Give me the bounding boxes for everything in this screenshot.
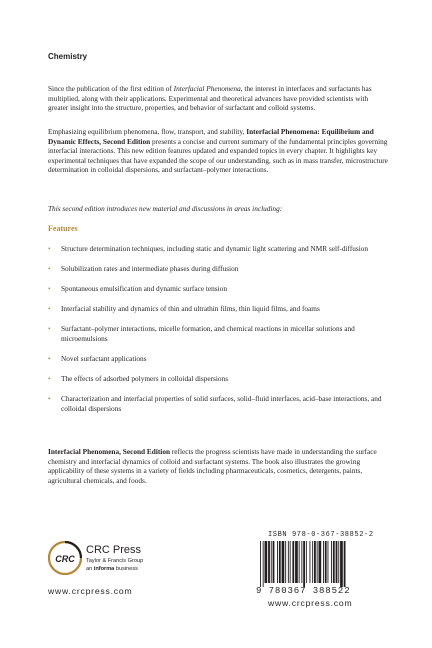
bullet-icon: • bbox=[48, 394, 51, 404]
barcode-bar bbox=[299, 541, 300, 583]
crc-press-logo-icon bbox=[48, 541, 82, 575]
barcode-bar bbox=[260, 541, 261, 587]
barcode-bar bbox=[301, 541, 302, 583]
barcode-bar bbox=[265, 541, 268, 583]
barcode-bar bbox=[279, 541, 281, 583]
intro-paragraph-2: Emphasizing equilibrium phenomena, flow, transport, and stability, Interfacial Phenomena: Equilibrium and Dynamic Effects, Second Edition presents a concise and current summary of the fundamental principles governing interfacial interactions. This new edition features updated and expanded topics in every chapter. It highlights key experimental techniques that have expanded the scope of our understanding, such as in mass transfer, microstructure determination in colloidal dispersions, and surfactant–polymer interactions. bbox=[48, 127, 388, 175]
publisher-business: an informa business bbox=[86, 566, 138, 572]
barcode-icon bbox=[256, 541, 386, 587]
barcode-bar bbox=[333, 541, 335, 583]
bullet-icon: • bbox=[48, 374, 51, 384]
barcode-bar bbox=[271, 541, 272, 583]
barcode-bar bbox=[268, 541, 270, 583]
barcode-bar bbox=[285, 541, 286, 583]
barcode-url[interactable]: www.crcpress.com bbox=[268, 598, 353, 608]
features-heading: Features bbox=[48, 224, 78, 233]
barcode-bar bbox=[328, 541, 329, 583]
barcode-bar bbox=[340, 541, 343, 587]
barcode-bar bbox=[273, 541, 275, 583]
logo-text: CRC bbox=[55, 554, 75, 564]
barcode-bar bbox=[290, 541, 291, 583]
intro-paragraph-1: Since the publication of the first edition of Interfacial Phenomena, the interest in interfaces and surfactants has multiplied, along with their applications. Experimental and theoretical advances have provided scientists with greater insight into the structure, properties, and behavior of surfactant and colloid systems. bbox=[48, 84, 372, 113]
category-label: Chemistry bbox=[48, 52, 88, 61]
barcode-bar bbox=[282, 541, 285, 583]
barcode-digits: 9 780367 388522 bbox=[256, 586, 351, 596]
bullet-icon: • bbox=[48, 264, 51, 274]
feature-item: • Surfactant–polymer interactions, micelle formation, and chemical reactions in micellar solutions and microemulsions bbox=[48, 324, 355, 343]
barcode-bar bbox=[338, 541, 339, 583]
features-list bbox=[48, 244, 388, 424]
closing-paragraph: Interfacial Phenomena, Second Edition reflects the progress scientists have made in understanding the surface chemistry and interfacial dynamics of colloid and surfactant systems. The book also illustrates the growing applicability of these systems in a variety of fields including pharmaceuticals, cosmetics, detergents, paints, agricultural chemicals, and foods. bbox=[48, 447, 377, 485]
bullet-icon: • bbox=[48, 354, 51, 364]
publisher-name: CRC Press bbox=[86, 544, 142, 556]
intro-paragraph-3: This second edition introduces new material and discussions in areas including: bbox=[48, 204, 283, 213]
barcode-bar bbox=[325, 541, 327, 583]
barcode-bar bbox=[314, 541, 316, 583]
barcode-bar bbox=[319, 541, 322, 583]
feature-item: • The effects of adsorbed polymers in colloidal dispersions bbox=[48, 374, 229, 384]
barcode-bar bbox=[310, 541, 311, 583]
feature-item: • Interfacial stability and dynamics of thin and ultrathin films, thin liquid films, and foams bbox=[48, 304, 320, 314]
feature-item: • Solubilization rates and intermediate phases during diffusion bbox=[48, 264, 239, 274]
barcode-bar bbox=[288, 541, 289, 583]
barcode-bar bbox=[303, 541, 305, 587]
feature-item: • Spontaneous emulsification and dynamic surface tension bbox=[48, 284, 227, 294]
barcode-bar bbox=[323, 541, 324, 583]
bullet-icon: • bbox=[48, 284, 51, 294]
bullet-icon: • bbox=[48, 324, 51, 334]
barcode-bar bbox=[331, 541, 332, 583]
publisher-url[interactable]: www.crcpress.com bbox=[48, 586, 133, 596]
barcode-bar bbox=[277, 541, 278, 583]
bullet-icon: • bbox=[48, 304, 51, 314]
feature-item: • Characterization and interfacial properties of solid surfaces, solid–fluid interfaces, acid–base interactions, and colloidal dispersions bbox=[48, 394, 382, 413]
feature-item: • Structure determination techniques, including static and dynamic light scattering and NMR self-diffusion bbox=[48, 244, 369, 253]
isbn-label: ISBN 978-0-367-38852-2 bbox=[268, 531, 374, 539]
barcode-bar bbox=[306, 541, 307, 583]
barcode-bar bbox=[295, 541, 298, 583]
barcode-bar bbox=[292, 541, 294, 583]
barcode-bar bbox=[317, 541, 318, 583]
barcode-bar bbox=[344, 541, 346, 587]
publisher-group: Taylor & Francis Group bbox=[86, 558, 144, 564]
bullet-icon: • bbox=[48, 244, 51, 253]
barcode-bar bbox=[312, 541, 313, 583]
feature-item: • Novel surfactant applications bbox=[48, 354, 147, 364]
barcode-bar bbox=[336, 541, 338, 583]
barcode-bar bbox=[263, 541, 264, 587]
